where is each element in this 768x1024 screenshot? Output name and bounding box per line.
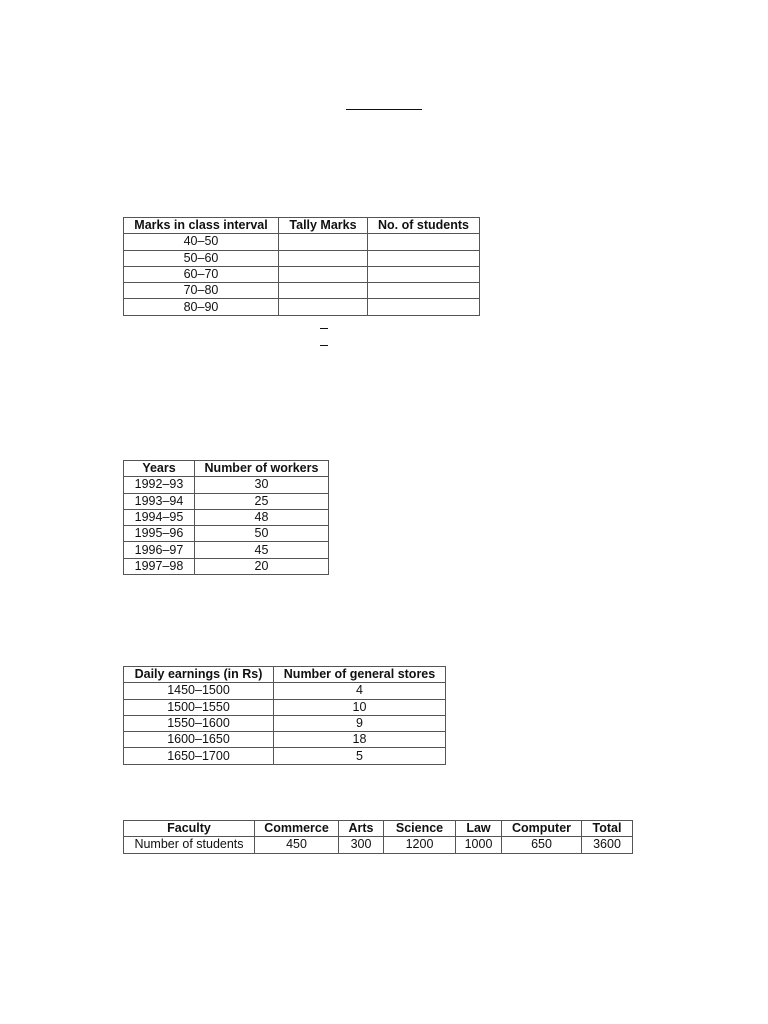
marks-interval-cell: 40–50 [124,234,279,250]
table-row [124,509,329,525]
header-commerce: Commerce [255,821,339,837]
table-row [124,526,329,542]
stores-cell: 9 [274,715,446,731]
earnings-range-cell: 1500–1550 [124,699,274,715]
header-computer: Computer [502,821,582,837]
table-row [124,250,480,266]
table-row [124,699,446,715]
commerce-cell: 450 [255,837,339,853]
table-row [124,234,480,250]
students-cell [368,266,480,282]
header-daily-earnings: Daily earnings (in Rs) [124,667,274,683]
table-header-row [124,218,480,234]
header-arts: Arts [339,821,384,837]
table-row [124,266,480,282]
table-row [124,477,329,493]
marks-interval-cell: 50–60 [124,250,279,266]
earnings-range-cell: 1550–1600 [124,715,274,731]
law-cell: 1000 [456,837,502,853]
workers-cell: 50 [195,526,329,542]
table-row [124,683,446,699]
table-row [124,542,329,558]
dash-mark [320,345,328,346]
earnings-range-cell: 1650–1700 [124,748,274,764]
header-law: Law [456,821,502,837]
dash-mark [320,328,328,329]
faculty-table [123,820,633,854]
header-marks-interval: Marks in class interval [124,218,279,234]
students-cell [368,250,480,266]
earnings-range-cell: 1600–1650 [124,732,274,748]
workers-table [123,460,329,575]
header-faculty: Faculty [124,821,255,837]
table-row [124,715,446,731]
marks-interval-cell: 70–80 [124,283,279,299]
row-label-cell: Number of students [124,837,255,853]
table-row [124,493,329,509]
header-total: Total [582,821,633,837]
table-row [124,283,480,299]
table-row [124,558,329,574]
tally-cell [279,266,368,282]
year-cell: 1992–93 [124,477,195,493]
workers-cell: 25 [195,493,329,509]
tally-cell [279,250,368,266]
header-no-of-students: No. of students [368,218,480,234]
tally-cell [279,299,368,315]
header-tally-marks: Tally Marks [279,218,368,234]
title-underline [346,109,422,110]
students-cell [368,234,480,250]
table-row [124,732,446,748]
workers-cell: 45 [195,542,329,558]
header-number-of-workers: Number of workers [195,461,329,477]
workers-cell: 30 [195,477,329,493]
students-cell [368,283,480,299]
earnings-range-cell: 1450–1500 [124,683,274,699]
table-header-row [124,821,633,837]
arts-cell: 300 [339,837,384,853]
table-row [124,299,480,315]
stores-cell: 10 [274,699,446,715]
year-cell: 1994–95 [124,509,195,525]
year-cell: 1996–97 [124,542,195,558]
year-cell: 1993–94 [124,493,195,509]
table-header-row [124,667,446,683]
marks-interval-cell: 80–90 [124,299,279,315]
science-cell: 1200 [384,837,456,853]
stores-cell: 18 [274,732,446,748]
students-cell [368,299,480,315]
computer-cell: 650 [502,837,582,853]
workers-cell: 20 [195,558,329,574]
year-cell: 1997–98 [124,558,195,574]
tally-cell [279,234,368,250]
header-years: Years [124,461,195,477]
total-cell: 3600 [582,837,633,853]
header-science: Science [384,821,456,837]
earnings-table [123,666,446,765]
year-cell: 1995–96 [124,526,195,542]
tally-cell [279,283,368,299]
table-row [124,837,633,853]
table-row [124,748,446,764]
header-number-of-stores: Number of general stores [274,667,446,683]
stores-cell: 5 [274,748,446,764]
stores-cell: 4 [274,683,446,699]
marks-interval-cell: 60–70 [124,266,279,282]
table-header-row [124,461,329,477]
workers-cell: 48 [195,509,329,525]
marks-tally-table [123,217,480,316]
